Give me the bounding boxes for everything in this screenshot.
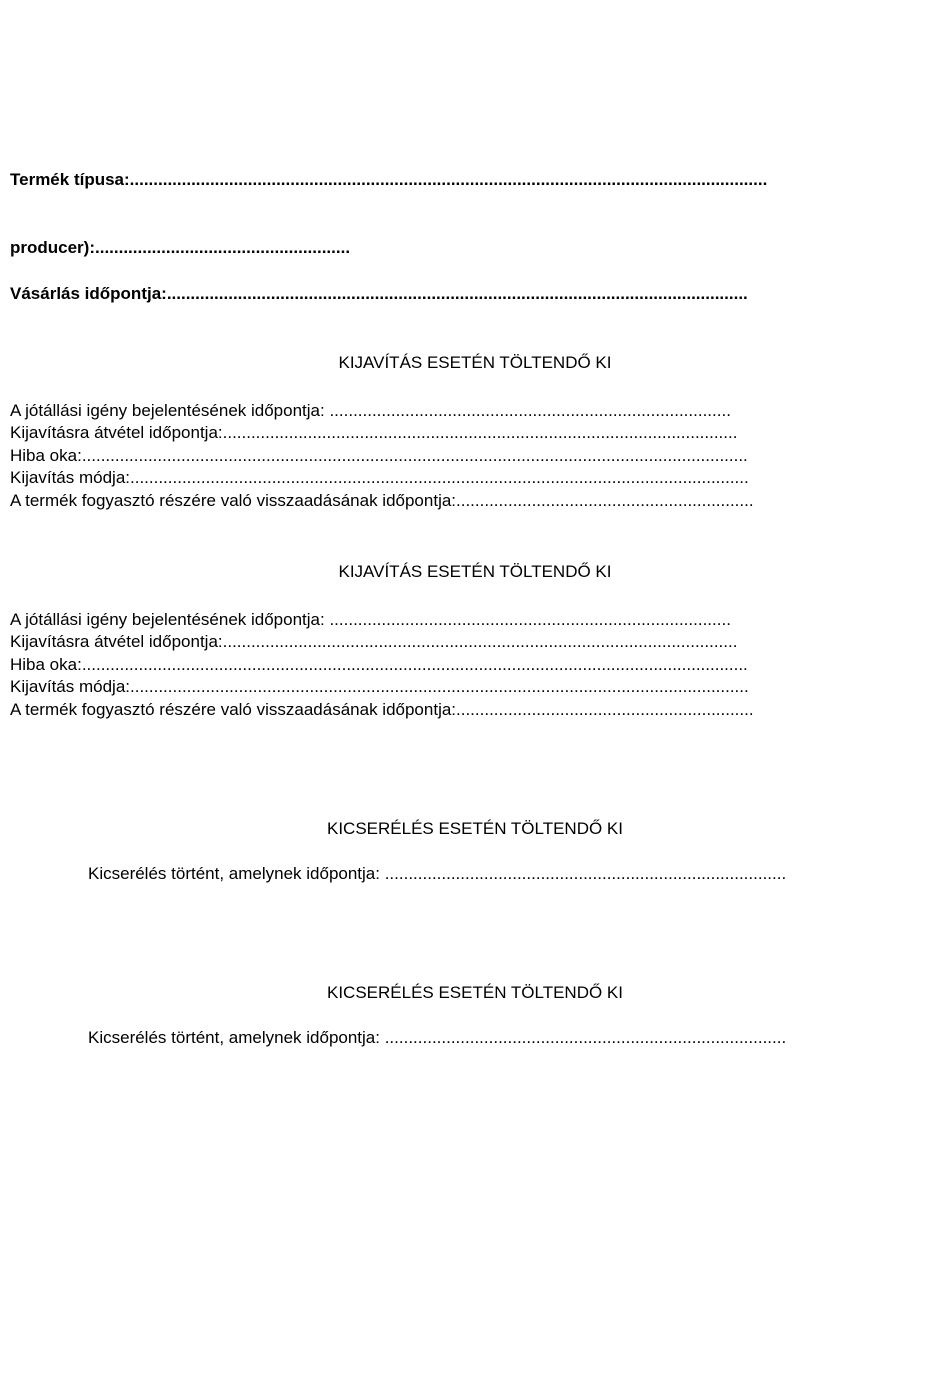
- exchange-section-2-heading: KICSERÉLÉS ESETÉN TÖLTENDŐ KI: [326, 983, 623, 1002]
- repair-section-1-heading: KIJAVÍTÁS ESETÉN TÖLTENDŐ KI: [338, 353, 612, 372]
- repair-2-fault-cause: Hiba oka:.............................................................................................................................................: [10, 655, 748, 674]
- exchange-1-date: Kicserélés történt, amelynek időpontja: .....................................................................................: [88, 864, 787, 883]
- product-type-field: Termék típusa:.......................................................................................................................................: [10, 170, 768, 189]
- repair-2-claim-date: A jótállási igény bejelentésének időpontja: .....................................................................................: [10, 610, 731, 629]
- repair-1-fault-cause: Hiba oka:.............................................................................................................................................: [10, 446, 748, 465]
- repair-section-2-heading: KIJAVÍTÁS ESETÉN TÖLTENDŐ KI: [338, 562, 612, 581]
- producer-field: producer):......................................................: [10, 238, 351, 257]
- exchange-section-1-heading: KICSERÉLÉS ESETÉN TÖLTENDŐ KI: [326, 819, 623, 838]
- repair-1-claim-date: A jótállási igény bejelentésének időpontja: .....................................................................................: [10, 401, 731, 420]
- repair-2-received-date: Kijavításra átvétel időpontja:.............................................................................................................: [10, 632, 738, 651]
- repair-1-repair-method: Kijavítás módja:...................................................................................................................................: [10, 468, 749, 487]
- repair-2-repair-method: Kijavítás módja:...................................................................................................................................: [10, 677, 749, 696]
- repair-1-received-date: Kijavításra átvétel időpontja:.............................................................................................................: [10, 423, 738, 442]
- repair-2-return-date: A termék fogyasztó részére való visszaadásának időpontja:...............................................................: [10, 700, 754, 719]
- purchase-date-field: Vásárlás időpontja:...........................................................................................................................: [10, 284, 748, 303]
- exchange-2-date: Kicserélés történt, amelynek időpontja: .....................................................................................: [88, 1028, 787, 1047]
- repair-1-return-date: A termék fogyasztó részére való visszaadásának időpontja:...............................................................: [10, 491, 754, 510]
